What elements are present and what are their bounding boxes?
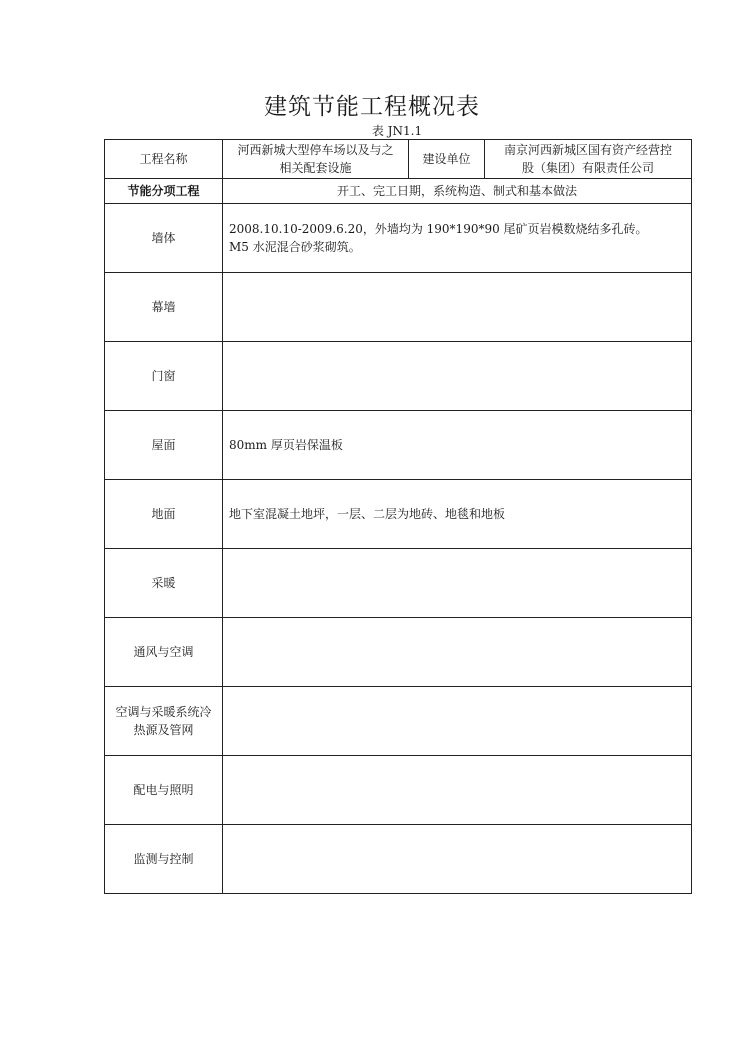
row-content: 80mm 厚页岩保温板 [223, 411, 692, 480]
row-label: 配电与照明 [105, 756, 223, 825]
row-label: 幕墙 [105, 273, 223, 342]
table-row [105, 411, 692, 480]
page-title: 建筑节能工程概况表 [264, 94, 480, 120]
row-label: 墙体 [105, 204, 223, 273]
table-row [105, 825, 692, 894]
row-label [105, 687, 223, 756]
project-overview-table [104, 139, 692, 894]
table-row [105, 618, 692, 687]
row-content [223, 549, 692, 618]
row-content-line-2: M5 水泥混合砂浆砌筑。 [229, 240, 361, 254]
row-content [223, 342, 692, 411]
table-row [105, 756, 692, 825]
builder-line-2: 股（集团）有限责任公司 [521, 161, 654, 175]
row-content [223, 825, 692, 894]
row-label: 地面 [105, 480, 223, 549]
row-content [223, 204, 692, 273]
row-content-line-1: 2008.10.10-2009.6.20，外墙均为 190*190*90 尾矿页岩模数烧结多孔砖。 [229, 222, 648, 236]
row-label-line-2: 热源及管网 [133, 723, 194, 737]
table-row [105, 549, 692, 618]
project-name-line-2: 相关配套设施 [279, 161, 352, 175]
row-label-line-1: 空调与采暖系统冷 [115, 705, 212, 719]
table-row [105, 480, 692, 549]
table-row [105, 273, 692, 342]
row-content: 地下室混凝土地坪，一层、二层为地砖、地毯和地板 [223, 480, 692, 549]
subheader-left: 节能分项工程 [105, 179, 223, 204]
row-content [223, 756, 692, 825]
table-row-header [105, 140, 692, 179]
project-name-line-1: 河西新城大型停车场以及与之 [237, 143, 394, 157]
row-label: 采暖 [105, 549, 223, 618]
row-label: 门窗 [105, 342, 223, 411]
row-label: 监测与控制 [105, 825, 223, 894]
project-name-value [223, 140, 409, 179]
builder-line-1: 南京河西新城区国有资产经营控 [503, 143, 672, 157]
builder-label: 建设单位 [409, 140, 485, 179]
table-row [105, 204, 692, 273]
row-content [223, 273, 692, 342]
table-row [105, 342, 692, 411]
row-label: 通风与空调 [105, 618, 223, 687]
table-number: 表 JN1.1 [371, 124, 423, 138]
table-row-subheader [105, 179, 692, 204]
project-name-label: 工程名称 [105, 140, 223, 179]
row-content [223, 687, 692, 756]
row-content [223, 618, 692, 687]
row-label: 屋面 [105, 411, 223, 480]
builder-value [485, 140, 692, 179]
table-row [105, 687, 692, 756]
subheader-right: 开工、完工日期，系统构造、制式和基本做法 [223, 179, 692, 204]
